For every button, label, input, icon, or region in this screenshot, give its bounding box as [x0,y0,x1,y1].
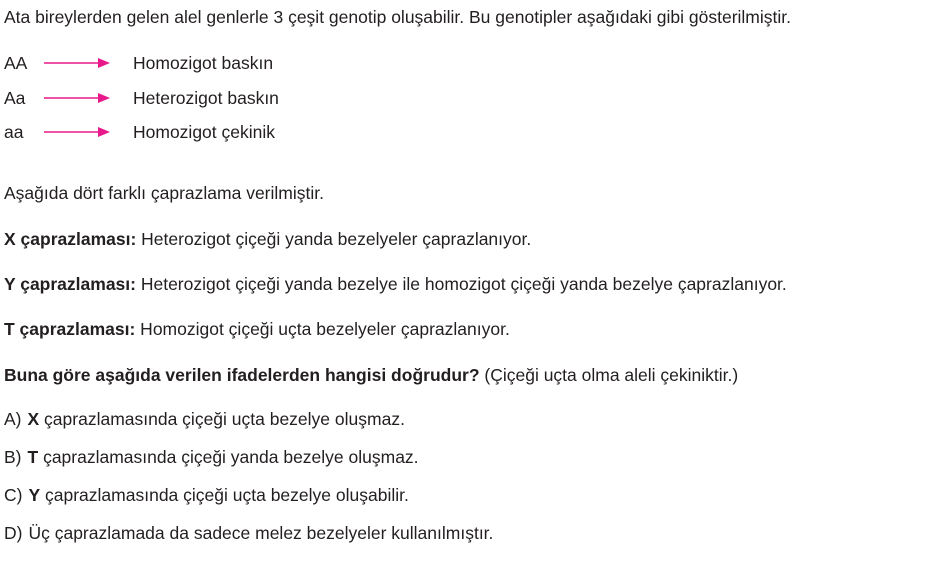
cross-text: Homozigot çiçeği uçta bezelyeler çaprazlanıyor. [135,319,510,339]
question-bold: Buna göre aşağıda verilen ifadelerden hangisi doğrudur? [4,365,480,385]
cross-name: T çaprazlaması: [4,319,136,339]
arrow-icon [44,56,110,70]
option-key: X [27,409,40,429]
option-letter: B) [4,447,22,467]
option-text: çaprazlamasında çiçeği uçta bezelye oluşmaz. [39,409,405,429]
genotype-row-aa [4,121,404,143]
option-key: T [27,447,39,467]
cross-t [4,318,510,340]
crosses-intro: Aşağıda dört farklı çaprazlama verilmiştir. [4,183,324,203]
cross-x [4,228,531,250]
option-b[interactable] [4,446,419,468]
cross-text: Heterozigot çiçeği yanda bezelye ile homozigot çiçeği yanda bezelye çaprazlanıyor. [135,274,787,294]
cross-text: Heterozigot çiçeği yanda bezelyeler çaprazlanıyor. [136,229,532,249]
option-text: çaprazlamasında çiçeği uçta bezelye oluşabilir. [40,485,409,505]
option-key: Y [28,485,41,505]
genotype-row-AA [4,52,404,74]
genotype-label: Heterozigot baskın [133,88,279,108]
genotype-row-Aa [4,87,404,109]
question-note: (Çiçeği uçta olma aleli çekiniktir.) [479,365,739,385]
question-stem [4,364,738,386]
option-letter: A) [4,409,22,429]
cross-y [4,273,787,295]
arrow-icon [44,91,110,105]
cross-name: X çaprazlaması: [4,229,137,249]
cross-name: Y çaprazlaması: [4,274,136,294]
option-text: Üç çaprazlamada da sadece melez bezelyeler kullanılmıştır. [28,523,494,543]
option-d[interactable] [4,522,493,544]
option-letter: C) [4,485,23,505]
genotype-label: Homozigot baskın [133,53,274,73]
genotype-code: aa [4,122,24,142]
arrow-icon [44,125,110,139]
option-letter: D) [4,523,23,543]
genotype-code: AA [4,53,28,73]
intro-text: Ata bireylerden gelen alel genlerle 3 çeşit genotip oluşabilir. Bu genotipler aşağıdaki gibi gösterilmiştir. [4,7,791,27]
option-text: çaprazlamasında çiçeği yanda bezelye oluşmaz. [38,447,419,467]
genotype-label: Homozigot çekinik [133,122,275,142]
option-c[interactable] [4,484,409,506]
genotype-code: Aa [4,88,26,108]
option-a[interactable] [4,408,405,430]
